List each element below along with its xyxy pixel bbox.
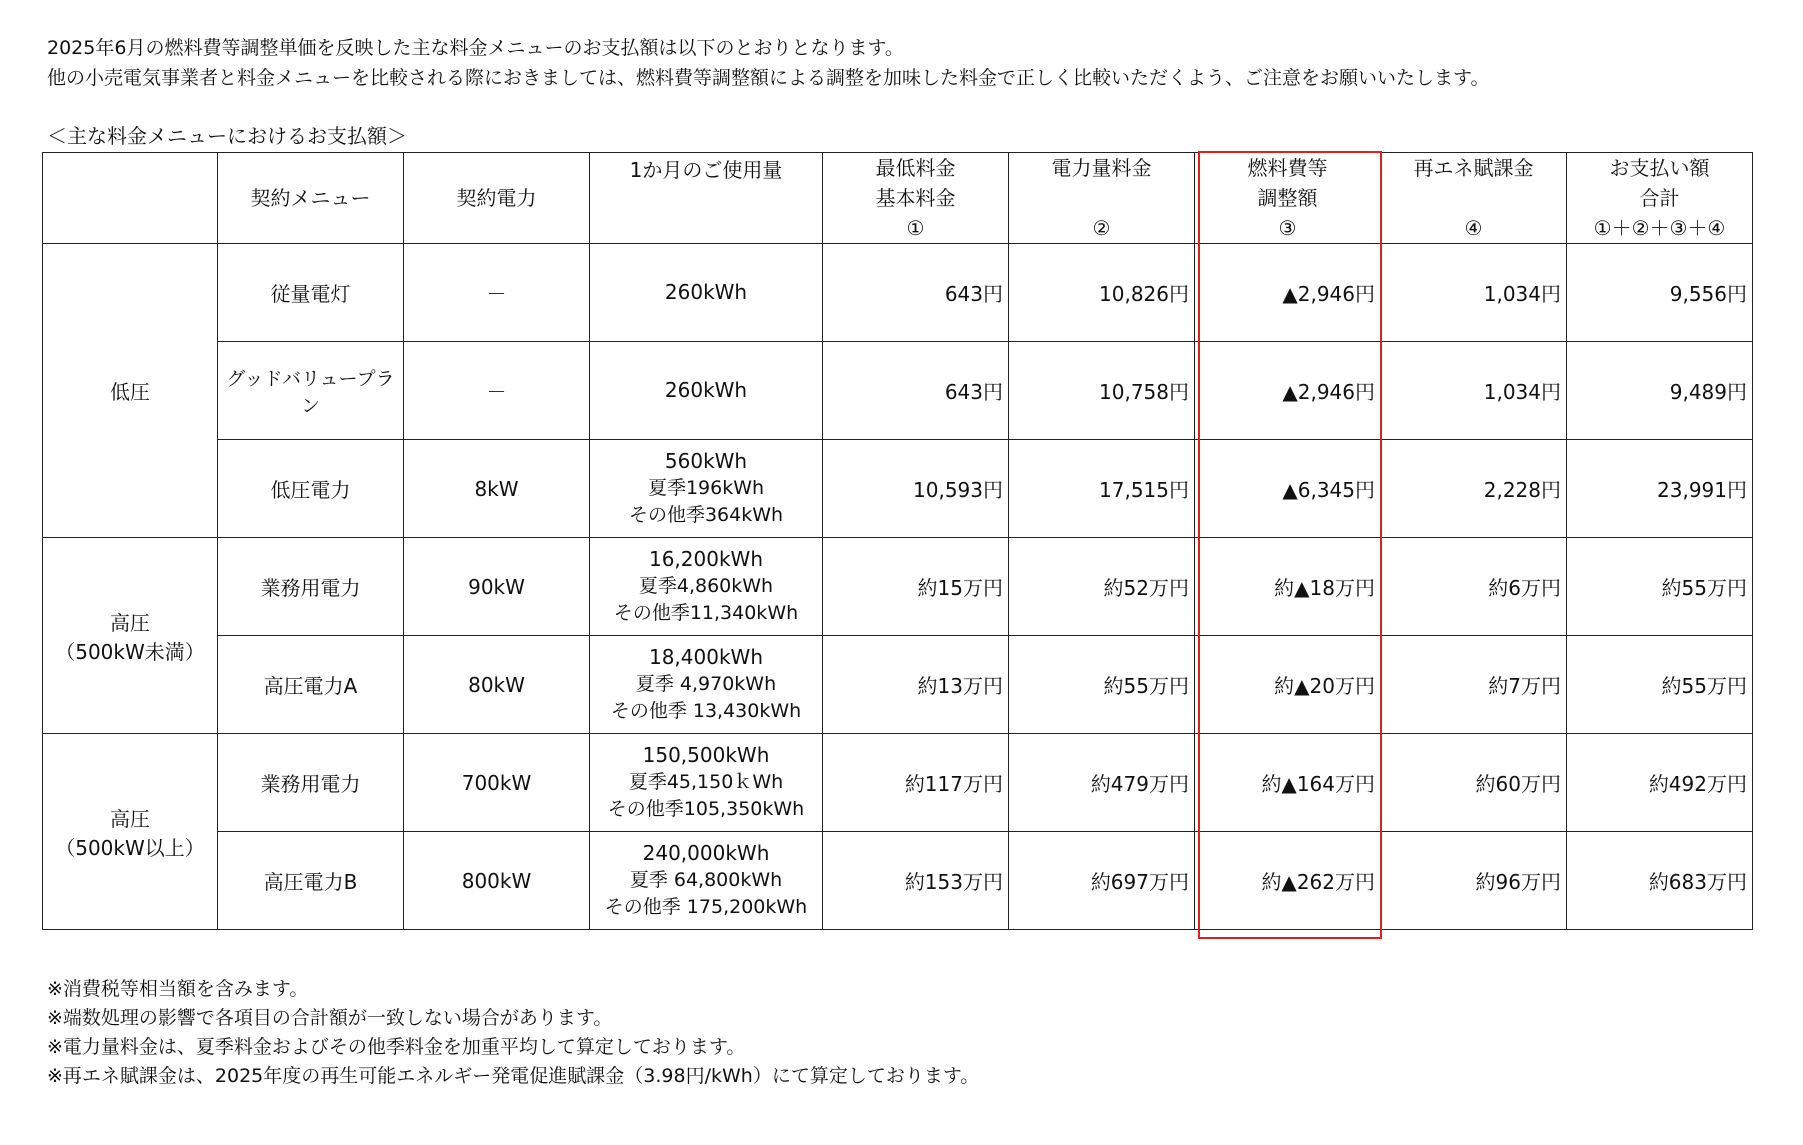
cell-usage xyxy=(590,832,823,930)
table-row xyxy=(43,244,1753,342)
cell-base: 約153万円 xyxy=(823,832,1009,930)
usage-main: 150,500kWh xyxy=(642,743,770,767)
header-group-blank xyxy=(43,153,218,244)
usage-main: 240,000kWh xyxy=(642,841,770,865)
header-fuel-line2: 調整額 xyxy=(1257,186,1318,210)
header-menu: 契約メニュー xyxy=(218,153,404,244)
usage-main: 260kWh xyxy=(664,280,748,304)
usage-other: その他季 175,200kWh xyxy=(604,896,808,918)
cell-renew: 2,228円 xyxy=(1381,440,1567,538)
cell-menu: 業務用電力 xyxy=(218,734,404,832)
cell-energy: 約52万円 xyxy=(1009,538,1195,636)
cell-base: 643円 xyxy=(823,244,1009,342)
header-total xyxy=(1567,153,1753,244)
cell-fuel: 約▲18万円 xyxy=(1195,538,1381,636)
cell-energy: 約697万円 xyxy=(1009,832,1195,930)
table-row xyxy=(43,538,1753,636)
header-energy-mark: ② xyxy=(1092,216,1111,240)
header-total-line1: お支払い額 xyxy=(1609,156,1710,180)
cell-capacity: 90kW xyxy=(404,538,590,636)
header-energy-spacer xyxy=(1014,183,1189,213)
usage-summer: 夏季4,860kWh xyxy=(638,575,774,597)
table-row xyxy=(43,342,1753,440)
header-renew-line1: 再エネ賦課金 xyxy=(1413,156,1534,180)
header-renew-spacer xyxy=(1386,183,1561,213)
cell-renew: 約7万円 xyxy=(1381,636,1567,734)
cell-total: 約55万円 xyxy=(1567,538,1753,636)
group-label-line1: 高圧 xyxy=(110,806,150,831)
header-renew xyxy=(1381,153,1567,244)
group-label-line2: （500kW未満） xyxy=(55,639,205,664)
cell-base: 約13万円 xyxy=(823,636,1009,734)
usage-other: その他季364kWh xyxy=(628,504,784,526)
cell-fuel: 約▲262万円 xyxy=(1195,832,1381,930)
group-label-line1: 低圧 xyxy=(110,380,150,404)
cell-menu: 低圧電力 xyxy=(218,440,404,538)
cell-base: 約15万円 xyxy=(823,538,1009,636)
cell-total: 約683万円 xyxy=(1567,832,1753,930)
usage-other: その他季11,340kWh xyxy=(613,602,799,624)
table-row xyxy=(43,832,1753,930)
footnote: ※再エネ賦課金は、2025年度の再生可能エネルギー発電促進賦課金（3.98円/kWh）にて算定しております。 xyxy=(47,1065,980,1087)
cell-energy: 約55万円 xyxy=(1009,636,1195,734)
cell-fuel: ▲2,946円 xyxy=(1195,342,1381,440)
cell-total: 9,556円 xyxy=(1567,244,1753,342)
cell-capacity: 80kW xyxy=(404,636,590,734)
cell-usage xyxy=(590,538,823,636)
usage-main: 16,200kWh xyxy=(648,547,763,571)
cell-total: 約492万円 xyxy=(1567,734,1753,832)
usage-main: 18,400kWh xyxy=(648,645,763,669)
table-row xyxy=(43,636,1753,734)
group-label-line1: 高圧 xyxy=(110,610,150,635)
cell-renew: 約96万円 xyxy=(1381,832,1567,930)
cell-menu: グッドバリュープラン xyxy=(218,342,404,440)
table-row xyxy=(43,440,1753,538)
cell-menu: 高圧電力B xyxy=(218,832,404,930)
footnote: ※電力量料金は、夏季料金およびその他季料金を加重平均して算定しております。 xyxy=(47,1036,746,1058)
intro-line-2: 他の小売電気事業者と料金メニューを比較される際におきましては、燃料費等調整額による調整を加味した料金で正しく比較いただくよう、ご注意をお願いいたします。 xyxy=(47,67,1490,89)
header-usage: 1か月のご使用量 xyxy=(590,153,823,244)
cell-total: 9,489円 xyxy=(1567,342,1753,440)
cell-capacity: 800kW xyxy=(404,832,590,930)
fee-table xyxy=(42,152,1753,930)
usage-main: 560kWh xyxy=(664,449,748,473)
cell-fuel: 約▲20万円 xyxy=(1195,636,1381,734)
cell-energy: 約479万円 xyxy=(1009,734,1195,832)
header-total-mark: ①＋②＋③＋④ xyxy=(1593,216,1726,240)
usage-summer: 夏季 4,970kWh xyxy=(635,673,777,695)
usage-summer: 夏季196kWh xyxy=(647,477,765,499)
cell-energy: 10,826円 xyxy=(1009,244,1195,342)
table-caption: ＜主な料金メニューにおけるお支払額＞ xyxy=(47,124,407,148)
usage-other: その他季105,350kWh xyxy=(607,798,805,820)
cell-menu: 業務用電力 xyxy=(218,538,404,636)
cell-renew: 約6万円 xyxy=(1381,538,1567,636)
cell-fuel: ▲6,345円 xyxy=(1195,440,1381,538)
cell-usage xyxy=(590,636,823,734)
cell-fuel: 約▲164万円 xyxy=(1195,734,1381,832)
intro-line-1: 2025年6月の燃料費等調整単価を反映した主な料金メニューのお支払額は以下のとおりとなります。 xyxy=(47,37,904,59)
footnotes xyxy=(47,975,979,1091)
header-base-line2: 基本料金 xyxy=(875,186,956,210)
header-total-line2: 合計 xyxy=(1639,186,1680,210)
cell-capacity: － xyxy=(404,342,590,440)
header-capacity: 契約電力 xyxy=(404,153,590,244)
cell-capacity: 700kW xyxy=(404,734,590,832)
cell-energy: 10,758円 xyxy=(1009,342,1195,440)
cell-base: 約117万円 xyxy=(823,734,1009,832)
header-fuel xyxy=(1195,153,1381,244)
cell-total: 約55万円 xyxy=(1567,636,1753,734)
usage-other: その他季 13,430kWh xyxy=(610,700,802,722)
usage-summer: 夏季 64,800kWh xyxy=(629,869,783,891)
header-fuel-mark: ③ xyxy=(1278,216,1297,240)
cell-usage xyxy=(590,342,823,440)
usage-summer: 夏季45,150ｋWh xyxy=(628,771,784,793)
group-label-line2: （500kW以上） xyxy=(55,835,205,860)
footnote: ※消費税等相当額を含みます。 xyxy=(47,978,309,1000)
cell-total: 23,991円 xyxy=(1567,440,1753,538)
header-row xyxy=(43,153,1753,244)
cell-energy: 17,515円 xyxy=(1009,440,1195,538)
group-label-high-voltage-under-500 xyxy=(43,538,218,734)
header-energy-line1: 電力量料金 xyxy=(1051,156,1152,180)
cell-fuel: ▲2,946円 xyxy=(1195,244,1381,342)
cell-renew: 約60万円 xyxy=(1381,734,1567,832)
cell-base: 643円 xyxy=(823,342,1009,440)
cell-menu: 高圧電力A xyxy=(218,636,404,734)
group-label-low-voltage xyxy=(43,244,218,538)
header-base-line1: 最低料金 xyxy=(875,156,956,180)
intro-text xyxy=(47,33,1490,93)
cell-usage xyxy=(590,734,823,832)
header-base-mark: ① xyxy=(906,216,925,240)
cell-capacity: － xyxy=(404,244,590,342)
header-energy xyxy=(1009,153,1195,244)
group-label-high-voltage-over-500 xyxy=(43,734,218,930)
header-fuel-line1: 燃料費等 xyxy=(1247,156,1328,180)
table-row xyxy=(43,734,1753,832)
cell-base: 10,593円 xyxy=(823,440,1009,538)
header-renew-mark: ④ xyxy=(1464,216,1483,240)
cell-menu: 従量電灯 xyxy=(218,244,404,342)
footnote: ※端数処理の影響で各項目の合計額が一致しない場合があります。 xyxy=(47,1007,613,1029)
cell-renew: 1,034円 xyxy=(1381,244,1567,342)
usage-main: 260kWh xyxy=(664,378,748,402)
cell-usage xyxy=(590,440,823,538)
header-base xyxy=(823,153,1009,244)
cell-renew: 1,034円 xyxy=(1381,342,1567,440)
cell-usage xyxy=(590,244,823,342)
cell-capacity: 8kW xyxy=(404,440,590,538)
